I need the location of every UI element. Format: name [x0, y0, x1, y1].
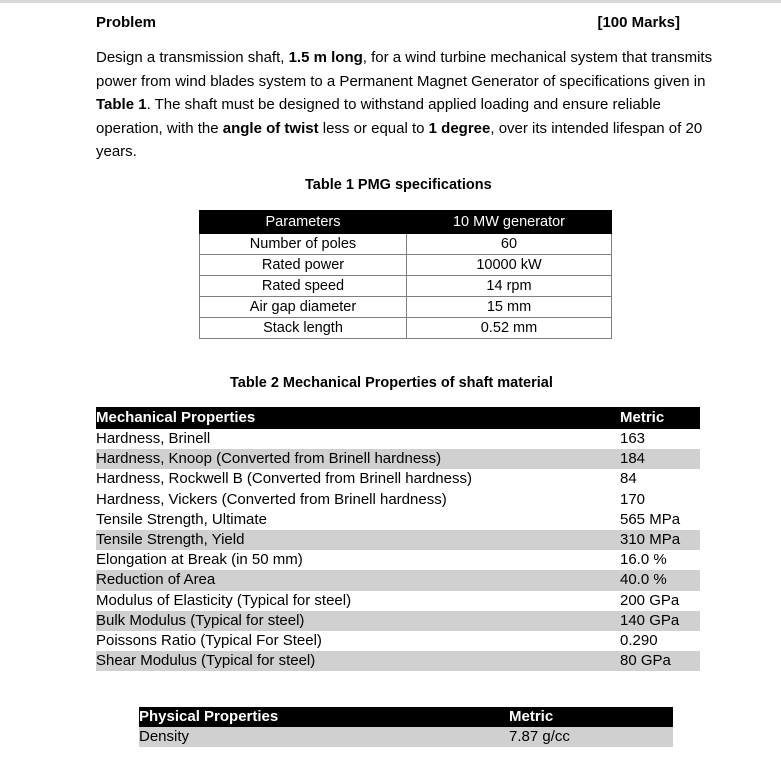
table-row: [96, 550, 700, 570]
problem-title: Problem: [96, 14, 157, 31]
table-cell: Rated power: [200, 255, 407, 276]
problem-statement: [96, 46, 721, 164]
table-cell: 10000 kW: [407, 255, 612, 276]
table-cell: Rated speed: [200, 276, 407, 297]
table-row: [200, 276, 612, 297]
property-value: 310 MPa: [620, 530, 681, 548]
text-run-bold: 1 degree: [428, 119, 491, 137]
table-cell: Number of poles: [200, 234, 407, 255]
property-value: 170: [620, 490, 646, 508]
property-name: Hardness, Brinell: [96, 430, 211, 447]
text-run: , over its intended lifespan of 20 years.: [96, 119, 703, 161]
text-run-bold: angle of twist: [222, 119, 319, 137]
text-run: , for a wind turbine mechanical system that transmits power from wind blades system to a Permanent Magnet Generator of specifications given in: [96, 49, 713, 90]
table-header-row: [96, 407, 700, 429]
property-name: Hardness, Knoop (Converted from Brinell hardness): [96, 450, 442, 468]
property-name: Hardness, Vickers (Converted from Brinell hardness): [96, 490, 447, 508]
top-divider: [0, 0, 781, 3]
property-value: 0.290: [620, 631, 658, 649]
mechanical-properties-table: [96, 407, 700, 671]
property-name: Tensile Strength, Ultimate: [96, 510, 267, 528]
table-cell: 15 mm: [407, 297, 612, 318]
table-row: [96, 611, 700, 631]
table-cell: 60: [407, 234, 612, 255]
property-name: Shear Modulus (Typical for steel): [96, 652, 316, 670]
table-cell: Air gap diameter: [200, 297, 407, 318]
table-header-cell: 10 MW generator: [407, 211, 612, 234]
table-row: [139, 727, 673, 747]
property-value: 565 MPa: [620, 510, 681, 528]
problem-header: [96, 14, 680, 34]
table-row: [96, 591, 700, 611]
table-cell: Stack length: [200, 318, 407, 339]
property-name: Reduction of Area: [96, 571, 216, 589]
table-row: [96, 530, 700, 550]
property-value: 16.0 %: [620, 551, 667, 569]
marks-label: [100 Marks]: [597, 14, 680, 31]
table-row: [200, 297, 612, 318]
table-header-cell: Mechanical Properties: [96, 409, 256, 426]
property-name: Hardness, Rockwell B (Converted from Brinell hardness): [96, 470, 472, 488]
property-value: 163: [620, 430, 646, 447]
table-header-cell: Parameters: [200, 211, 407, 234]
text-run: . The shaft must be designed to withstand applied loading and ensure reliable operation, with the: [96, 96, 661, 137]
table-row: [96, 631, 700, 651]
table-header-cell: Physical Properties: [139, 708, 279, 725]
table-row: [96, 449, 700, 469]
table-row: [96, 570, 700, 590]
text-run: less or equal to: [318, 119, 429, 137]
table2-caption: Table 2 Mechanical Properties of shaft material: [230, 375, 553, 391]
table-header-cell: Metric: [509, 708, 554, 725]
text-run: Design a transmission shaft,: [96, 49, 289, 66]
table-row: [96, 651, 700, 671]
property-value: 80 GPa: [620, 652, 671, 670]
pmg-spec-table: [199, 210, 612, 339]
table-row: [200, 318, 612, 339]
table-row: [96, 490, 700, 510]
property-name: Modulus of Elasticity (Typical for steel): [96, 591, 352, 609]
property-value: 140 GPa: [620, 611, 680, 629]
property-value: 184: [620, 450, 646, 468]
property-name: Density: [139, 728, 190, 745]
text-run-bold: 1.5 m long: [288, 49, 363, 66]
property-name: Bulk Modulus (Typical for steel): [96, 611, 305, 629]
property-name: Tensile Strength, Yield: [96, 530, 245, 548]
table-row: [200, 255, 612, 276]
property-value: 40.0 %: [620, 571, 667, 589]
table-row: [200, 234, 612, 255]
physical-properties-table: [139, 707, 673, 747]
table1-caption: Table 1 PMG specifications: [305, 177, 492, 193]
table-header-row: [139, 707, 673, 727]
table-row: [96, 429, 700, 449]
property-name: Poissons Ratio (Typical For Steel): [96, 631, 322, 649]
table-row: [96, 510, 700, 530]
table-header-row: [200, 211, 612, 234]
table-header-cell: Metric: [620, 409, 665, 426]
property-value: 200 GPa: [620, 591, 680, 609]
property-value: 84: [620, 470, 637, 488]
property-name: Elongation at Break (in 50 mm): [96, 551, 303, 569]
text-run-bold: Table 1: [96, 96, 147, 114]
table-cell: 14 rpm: [407, 276, 612, 297]
table-cell: 0.52 mm: [407, 318, 612, 339]
table-row: [96, 469, 700, 489]
property-value: 7.87 g/cc: [509, 728, 570, 745]
